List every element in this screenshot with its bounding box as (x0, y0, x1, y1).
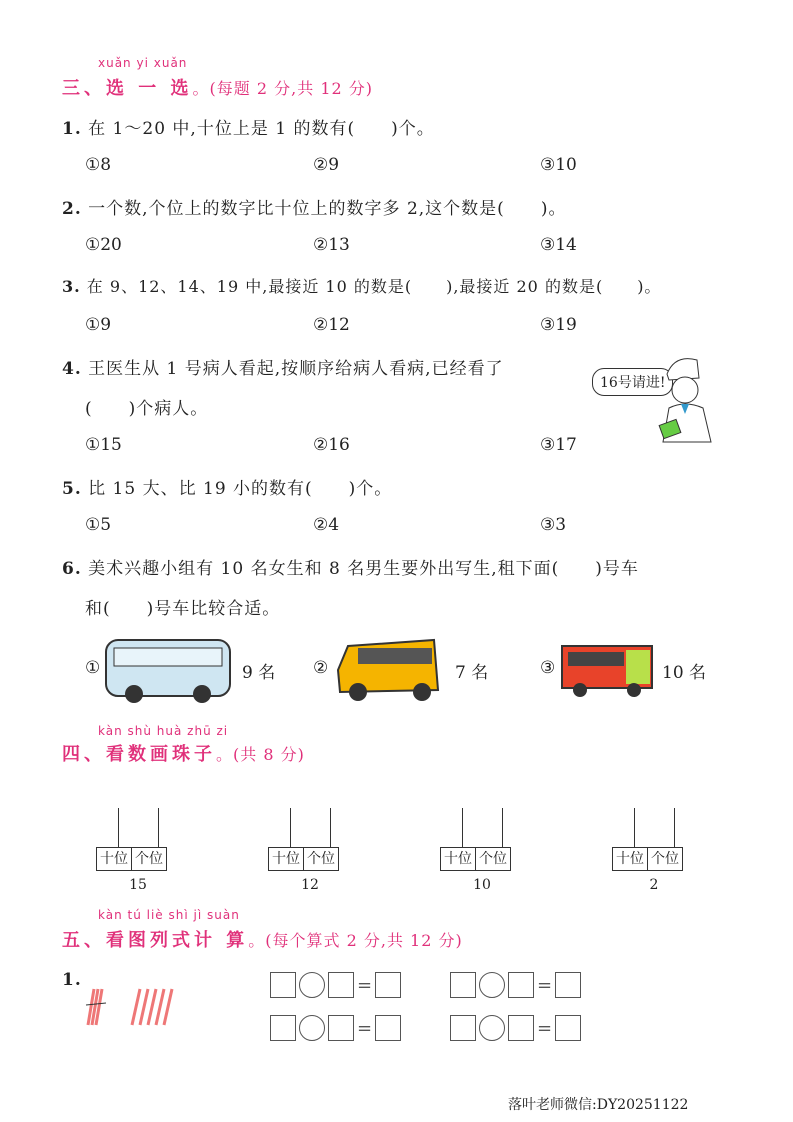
abacus-rod-ones (502, 808, 503, 848)
tens-label: 十位 (616, 851, 644, 867)
q4-text-2: ( )个病人。 (85, 399, 209, 419)
answer-box[interactable] (508, 1015, 534, 1041)
answer-box[interactable] (270, 1015, 296, 1041)
bus-2-capacity: 7 名 (455, 663, 489, 683)
q2-option-1[interactable]: ①20 (85, 235, 122, 255)
q3-option-3[interactable]: ③19 (540, 315, 577, 335)
q1-option-3[interactable]: ③10 (540, 155, 577, 175)
question-1 (62, 114, 435, 139)
ones-label: 个位 (131, 848, 166, 870)
section3-score: 。(每题 2 分,共 12 分) (192, 79, 374, 98)
tens-label: 十位 (100, 851, 128, 867)
operator-circle[interactable] (299, 972, 325, 998)
abacus-rod-tens (290, 808, 291, 848)
answer-box[interactable] (270, 972, 296, 998)
section3-title-text: 三、选 一 选 (62, 78, 193, 99)
bus-3-capacity: 10 名 (662, 663, 707, 683)
equals-sign: = (537, 974, 553, 996)
result-box[interactable] (555, 1015, 581, 1041)
q5-num: 5. (62, 479, 82, 499)
equals-sign: = (357, 1017, 373, 1039)
q1-text: 在 1～20 中,十位上是 1 的数有( )个。 (88, 119, 435, 139)
section5-score: 。(每个算式 2 分,共 12 分) (248, 931, 463, 950)
section4-title (62, 740, 305, 766)
abacus-number: 12 (301, 877, 319, 893)
abacus-label-box (612, 847, 683, 871)
bus-1-illustration (104, 636, 236, 704)
equals-sign: = (537, 1017, 553, 1039)
answer-box[interactable] (508, 972, 534, 998)
section4-title-text: 四、看数画珠子 (62, 744, 216, 765)
question-6 (62, 554, 639, 579)
q4-option-2[interactable]: ②16 (313, 435, 350, 455)
section5-title-text: 五、看图列式计 算 (62, 930, 249, 951)
question-3 (62, 274, 661, 297)
bus-3-mark[interactable]: ③ (540, 658, 556, 678)
q2-option-3[interactable]: ③14 (540, 235, 577, 255)
q3-option-1[interactable]: ①9 (85, 315, 112, 335)
q5-text: 比 15 大、比 19 小的数有( )个。 (88, 479, 393, 499)
q4-num: 4. (62, 359, 82, 379)
doctor-illustration (655, 352, 735, 444)
abacus-rod-tens (634, 808, 635, 848)
q4-option-3[interactable]: ③17 (540, 435, 577, 455)
abacus-label-box (440, 847, 511, 871)
abacus-label-box (96, 847, 167, 871)
result-box[interactable] (375, 972, 401, 998)
section3-title (62, 74, 373, 100)
q1-num: 1. (62, 119, 82, 139)
q5-option-1[interactable]: ①5 (85, 515, 112, 535)
operator-circle[interactable] (479, 972, 505, 998)
answer-box[interactable] (328, 972, 354, 998)
sticks-illustration (80, 985, 180, 1029)
q6-text-2: 和( )号车比较合适。 (85, 599, 281, 619)
bus-2-illustration (334, 636, 442, 702)
bus-3-illustration (560, 640, 656, 698)
q3-text: 在 9、12、14、19 中,最接近 10 的数是( ),最接近 20 的数是( )。 (86, 277, 662, 296)
answer-box[interactable] (328, 1015, 354, 1041)
operator-circle[interactable] (479, 1015, 505, 1041)
q4-option-1[interactable]: ①15 (85, 435, 122, 455)
q1-option-2[interactable]: ②9 (313, 155, 340, 175)
answer-box[interactable] (450, 1015, 476, 1041)
section5-title (62, 926, 463, 952)
result-box[interactable] (375, 1015, 401, 1041)
bus-1-mark[interactable]: ① (85, 658, 101, 678)
q2-num: 2. (62, 199, 82, 219)
q5-option-2[interactable]: ②4 (313, 515, 340, 535)
abacus-rod-tens (118, 808, 119, 848)
q1-option-1[interactable]: ①8 (85, 155, 112, 175)
abacus-number: 10 (473, 877, 491, 893)
s5-question-1-num: 1. (62, 970, 82, 990)
section4-pinyin: kàn shù huà zhū zi (98, 724, 229, 738)
section4-score: 。(共 8 分) (216, 745, 305, 764)
question-5 (62, 474, 392, 499)
abacus-rod-tens (462, 808, 463, 848)
ones-label: 个位 (303, 848, 338, 870)
tens-label: 十位 (272, 851, 300, 867)
abacus-label-box (268, 847, 339, 871)
ones-label: 个位 (475, 848, 510, 870)
answer-box[interactable] (450, 972, 476, 998)
abacus-rod-ones (674, 808, 675, 848)
equation-row (450, 1015, 581, 1041)
section3-pinyin: xuǎn yi xuǎn (98, 56, 188, 70)
result-box[interactable] (555, 972, 581, 998)
q3-option-2[interactable]: ②12 (313, 315, 350, 335)
abacus-rod-ones (330, 808, 331, 848)
equation-row (270, 1015, 401, 1041)
bus-1-capacity: 9 名 (242, 663, 276, 683)
abacus-number: 2 (649, 877, 659, 893)
bus-2-mark[interactable]: ② (313, 658, 329, 678)
question-4 (62, 354, 504, 379)
operator-circle[interactable] (299, 1015, 325, 1041)
question-2 (62, 194, 566, 219)
q2-option-2[interactable]: ②13 (313, 235, 350, 255)
q5-option-3[interactable]: ③3 (540, 515, 567, 535)
equation-row (450, 972, 581, 998)
abacus-rod-ones (158, 808, 159, 848)
q6-text: 美术兴趣小组有 10 名女生和 8 名男生要外出写生,租下面( )号车 (88, 559, 639, 579)
q4-text: 王医生从 1 号病人看起,按顺序给病人看病,已经看了 (88, 359, 504, 379)
section5-pinyin: kàn tú liè shì jì suàn (98, 908, 240, 922)
q6-num: 6. (62, 559, 82, 579)
tens-label: 十位 (444, 851, 472, 867)
footer-watermark: 落叶老师微信:DY20251122 (508, 1097, 689, 1113)
speech-bubble: 16号请进! (592, 368, 673, 396)
q2-text: 一个数,个位上的数字比十位上的数字多 2,这个数是( )。 (88, 199, 567, 219)
abacus-number: 15 (129, 877, 147, 893)
q3-num: 3. (62, 277, 81, 296)
ones-label: 个位 (647, 848, 682, 870)
equation-row (270, 972, 401, 998)
equals-sign: = (357, 974, 373, 996)
